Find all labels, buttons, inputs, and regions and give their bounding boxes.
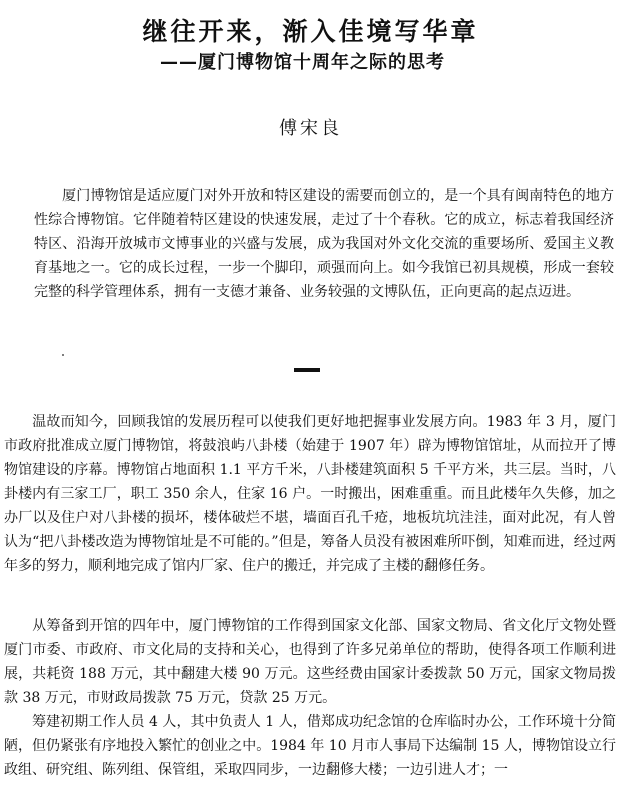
paragraph-funding [4,614,616,710]
scan-speck [62,354,64,356]
article-author: 傅宋良 [279,118,342,139]
article-subtitle: ——厦门博物馆十周年之际的思考 [160,52,445,73]
paragraph-staffing [4,710,616,782]
paragraph-text: 从筹备到开馆的四年中，厦门博物馆的工作得到国家文化部、国家文物局、省文化厅文物处暨厦门市委、市政府、市文化局的支持和关心，也得到了许多兄弟单位的帮助，使得各项工作顺利进展，共耗资 188 万元，其中翻建大楼 90 万元。这些经费由国家计委拨款 50 万元，国家文物局拨款 38 万元，市财政局拨款 75 万元，贷款 25 万元。 [4,618,616,706]
paragraph-history [4,410,616,578]
paragraph-intro [34,184,614,304]
paragraph-text: 筹建初期工作人员 4 人，其中负责人 1 人，借郑成功纪念馆的仓库临时办公，工作环境十分简陋，但仍紧张有序地投入繁忙的创业之中。1984 年 10 月市人事局下达编制 15 人，博物馆设立行政组、研究组、陈列组、保管组，采取四同步，一边翻修大楼；一边引进人才；一 [4,714,616,778]
paragraph-text: 温故而知今，回顾我馆的发展历程可以使我们更好地把握事业发展方向。1983 年 3 月，厦门市政府批准成立厦门博物馆，将鼓浪屿八卦楼（始建于 1907 年）辟为博物馆馆址，从而拉开了博物馆建设的序幕。博物馆占地面积 1.1 平方千米，八卦楼建筑面积 5 千平方米，共三层。当时，八卦楼内有三家工厂，职工 350 余人，住家 16 户。一时搬出，困难重重。而且此楼年久失修，加之办厂以及住户对八卦楼的损坏，楼体破烂不堪，墙面百孔千疮，地板坑坑洼洼，面对此况，有人曾认为“把八卦楼改造为博物馆址是不可能的。”但是，筹备人员没有被困难所吓倒，知难而进，经过两年多的努力，顺利地完成了馆内厂家、住户的搬迁，并完成了主楼的翻修任务。 [4,414,616,574]
paragraph-text: 厦门博物馆是适应厦门对外开放和特区建设的需要而创立的，是一个具有闽南特色的地方性综合博物馆。它伴随着特区建设的快速发展，走过了十个春秋。它的成立，标志着我国经济特区、沿海开放城市文博事业的兴盛与发展，成为我国对外文化交流的重要场所、爱国主义教育基地之一。它的成长过程，一步一个脚印，顽强而向上。如今我馆已初具规模，形成一套较完整的科学管理体系，拥有一支德才兼备、业务较强的文博队伍，正向更高的起点迈进。 [34,188,614,300]
section-number-one [294,368,320,372]
article-title: 继往开来，渐入佳境写华章 [142,17,479,46]
